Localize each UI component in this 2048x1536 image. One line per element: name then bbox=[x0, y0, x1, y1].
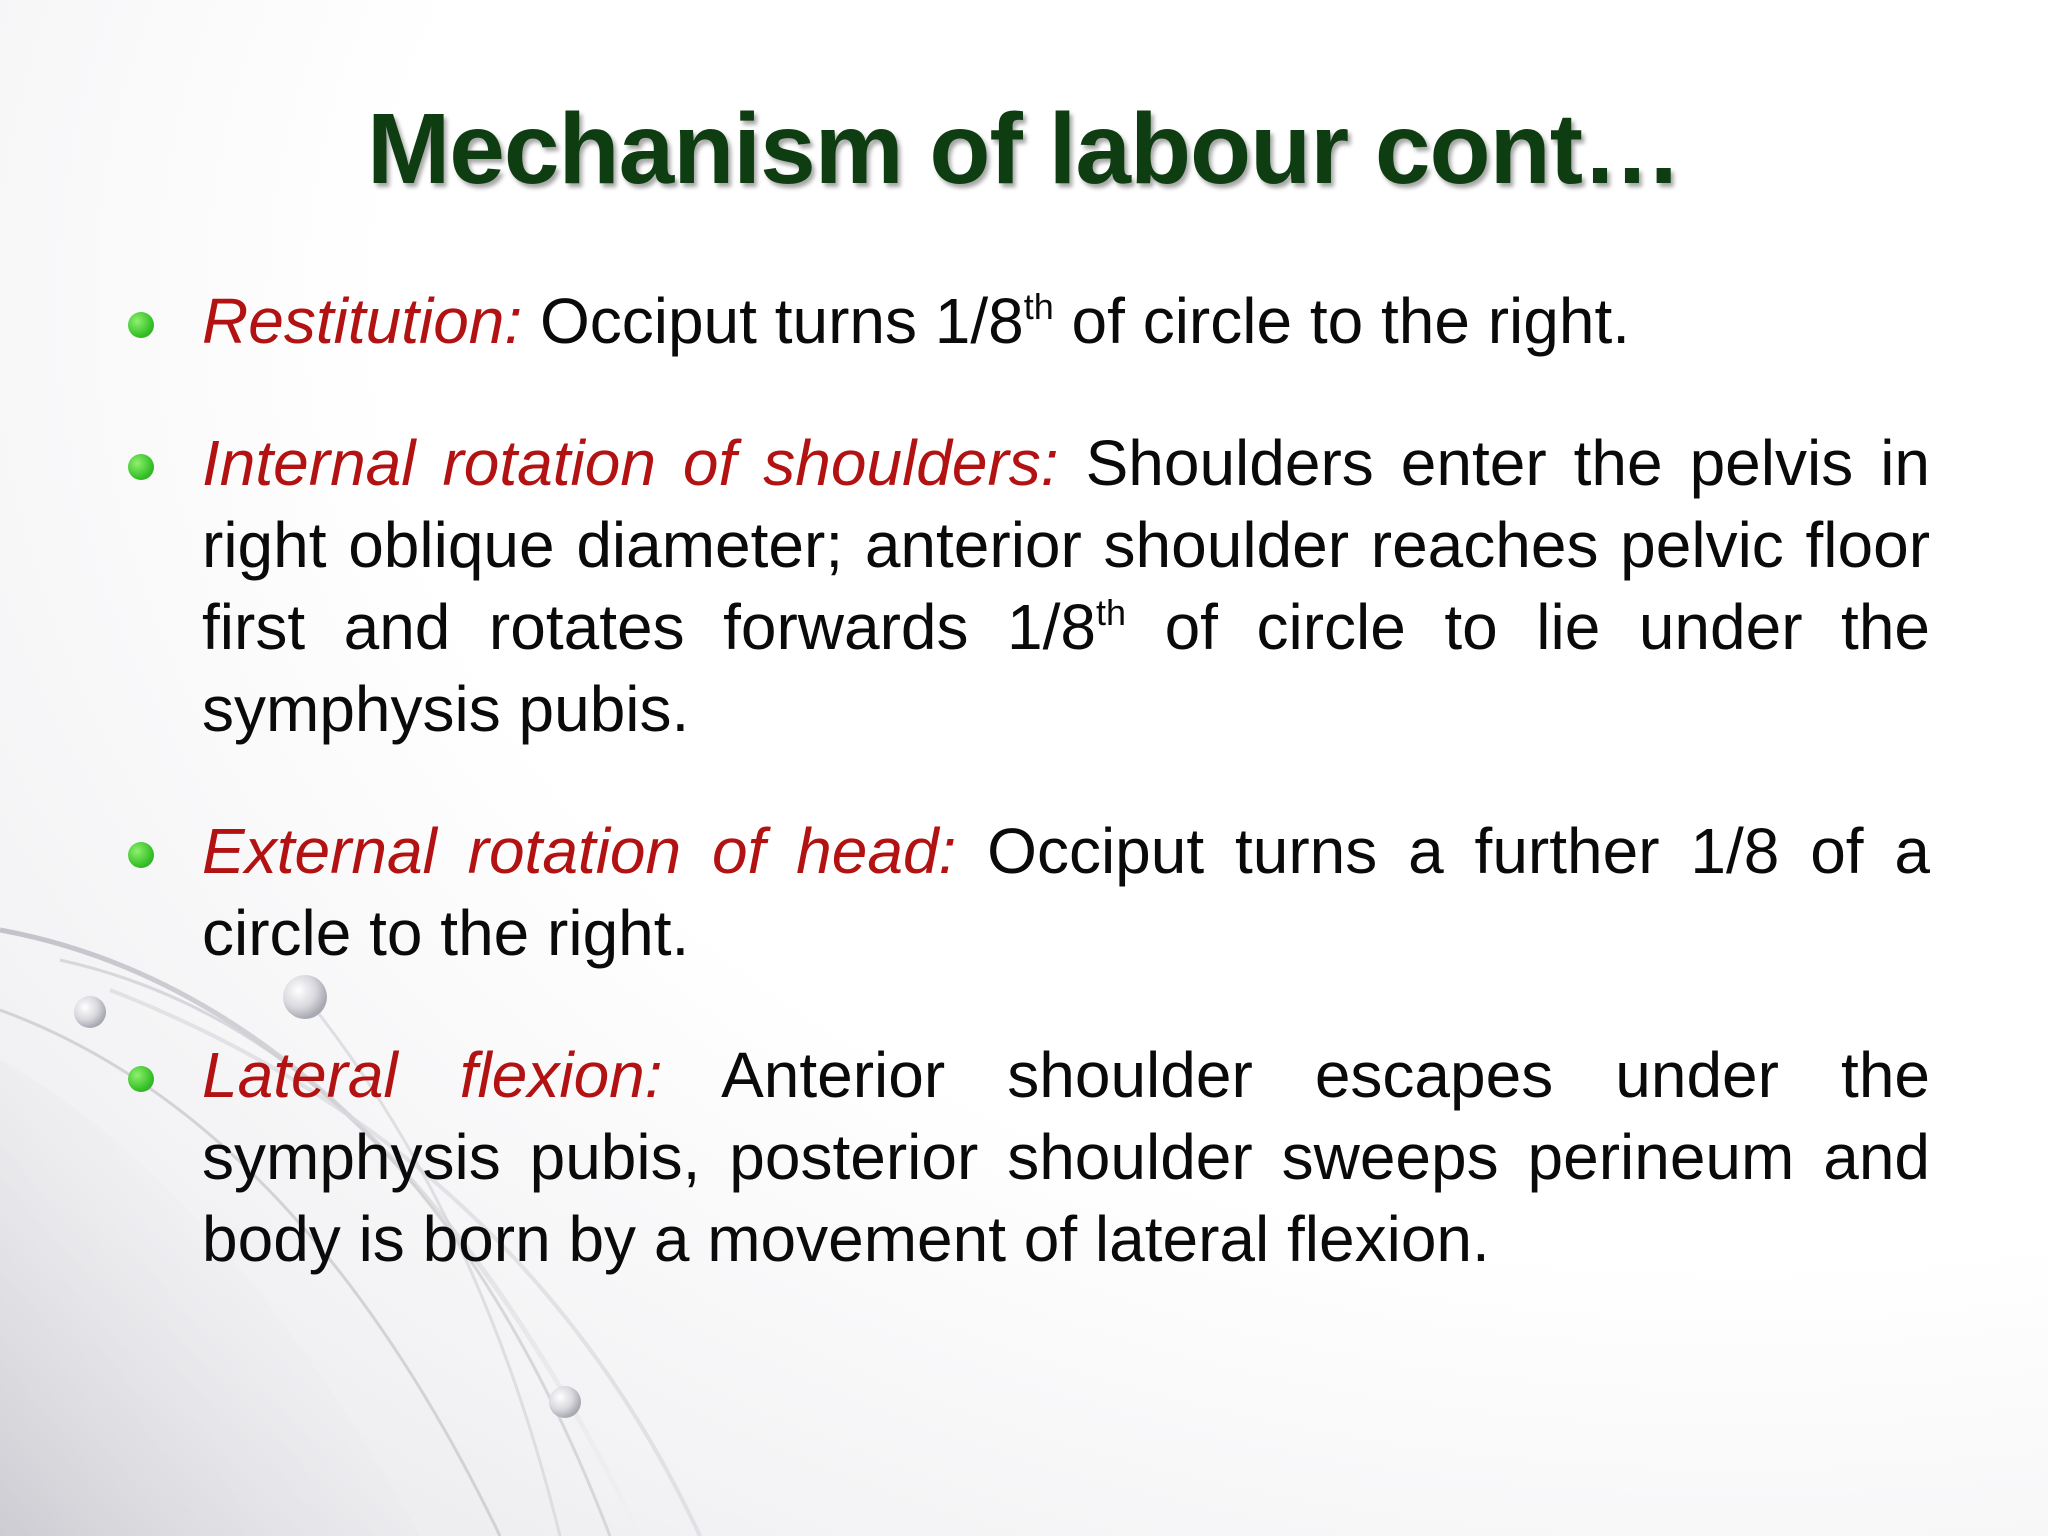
bullet-text: of circle to lie under the symphysis pubis. bbox=[202, 591, 1931, 745]
bullet-term: External rotation of head: bbox=[202, 815, 957, 887]
pearl-decoration bbox=[549, 1386, 581, 1418]
slide-title: Mechanism of labour cont… bbox=[366, 93, 1681, 205]
bullet-item bbox=[120, 280, 1930, 362]
bullet-text: Occiput turns 1/8 bbox=[522, 285, 1024, 357]
bullet-icon bbox=[128, 454, 154, 480]
bullet-term: Lateral flexion: bbox=[202, 1039, 663, 1111]
bullet-text: Anterior shoulder escapes under the symphysis pubis, posterior shoulder sweeps perineum and body is born by a movement of lateral flexion. bbox=[202, 1039, 1931, 1275]
bullet-text: Shoulders enter the pelvis in right oblique diameter; anterior shoulder reaches pelvic floor first and rotates forwards 1/8 bbox=[202, 427, 1931, 663]
bullet-icon bbox=[128, 842, 154, 868]
bullet-item bbox=[120, 422, 1930, 750]
superscript: th bbox=[1096, 592, 1127, 633]
bullet-item bbox=[120, 1034, 1930, 1280]
bullet-item bbox=[120, 810, 1930, 974]
bullet-text: of circle to the right. bbox=[1053, 285, 1630, 357]
bullet-text: Occiput turns a further 1/8 of a circle to the right. bbox=[202, 815, 1931, 969]
bullet-term: Restitution: bbox=[202, 285, 523, 357]
pearl-decoration bbox=[74, 996, 106, 1028]
bullet-list bbox=[120, 280, 1930, 1340]
bullet-icon bbox=[128, 1066, 154, 1092]
superscript: th bbox=[1023, 286, 1054, 327]
bullet-icon bbox=[128, 312, 154, 338]
bullet-term: Internal rotation of shoulders: bbox=[202, 427, 1059, 499]
